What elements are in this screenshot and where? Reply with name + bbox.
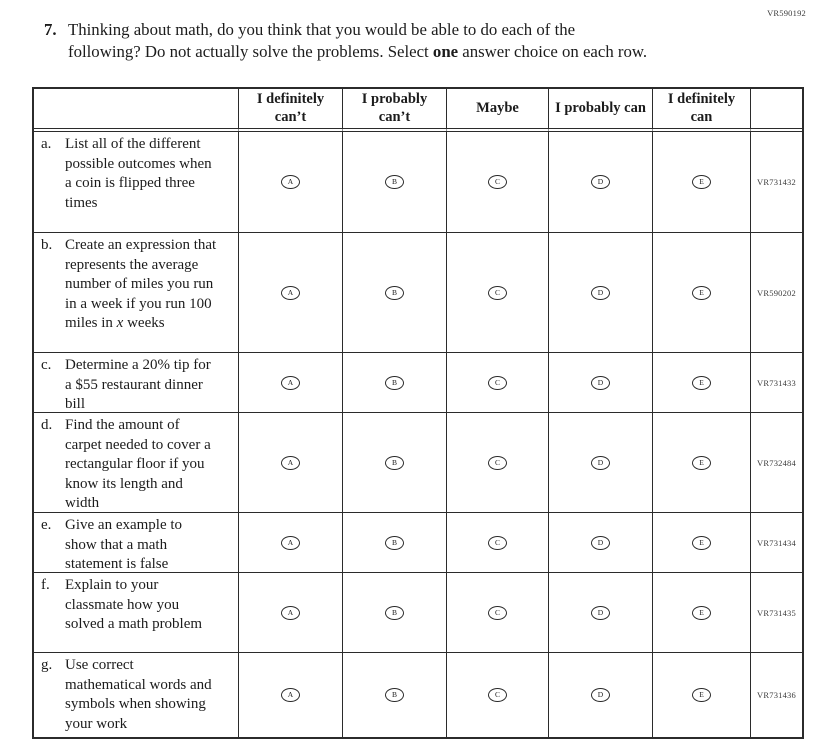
answer-bubble-g-c[interactable]: C [488, 688, 507, 702]
answer-cell [239, 513, 343, 573]
column-header [653, 89, 751, 132]
answer-bubble-d-c[interactable]: C [488, 456, 507, 470]
answer-bubble-d-d[interactable]: D [591, 456, 610, 470]
answer-bubble-d-b[interactable]: B [385, 456, 404, 470]
answer-cell [239, 233, 343, 353]
row-letter: e. [41, 517, 52, 533]
answer-cell [549, 233, 653, 353]
answer-bubble-d-a[interactable]: A [281, 456, 300, 470]
answer-bubble-c-a[interactable]: A [281, 376, 300, 390]
answer-cell [549, 413, 653, 513]
answer-cell [447, 413, 549, 513]
vr-code: VR731433 [751, 353, 802, 413]
answer-cell [549, 132, 653, 233]
answer-bubble-e-e[interactable]: E [692, 536, 711, 550]
answer-bubble-d-e[interactable]: E [692, 456, 711, 470]
row-stem [34, 353, 239, 413]
header-empty-stem [34, 89, 239, 132]
column-header-label: I definitely can’t [256, 91, 325, 125]
answer-bubble-e-d[interactable]: D [591, 536, 610, 550]
vr-code: VR590202 [751, 233, 802, 353]
row-stem [34, 573, 239, 653]
row-stem [34, 513, 239, 573]
answer-cell [447, 353, 549, 413]
question-number: 7. [44, 20, 57, 39]
answer-cell [343, 653, 447, 737]
answer-bubble-b-a[interactable]: A [281, 286, 300, 300]
column-header [343, 89, 447, 132]
row-text: Give an example to show that a math statement is false [65, 517, 183, 572]
column-header-label: I probably can [555, 99, 646, 116]
answer-cell [239, 132, 343, 233]
answer-cell [239, 573, 343, 653]
answer-bubble-g-d[interactable]: D [591, 688, 610, 702]
column-header-label: Maybe [476, 99, 519, 116]
answer-cell [343, 233, 447, 353]
row-letter: f. [41, 577, 50, 593]
vr-code: VR731434 [751, 513, 802, 573]
answer-cell [343, 132, 447, 233]
answer-bubble-g-a[interactable]: A [281, 688, 300, 702]
answer-bubble-g-e[interactable]: E [692, 688, 711, 702]
answer-bubble-g-b[interactable]: B [385, 688, 404, 702]
answer-cell [447, 233, 549, 353]
answer-bubble-b-b[interactable]: B [385, 286, 404, 300]
row-text: Find the amount of carpet needed to cover a rectangular floor if you know its length and width [65, 417, 211, 511]
answer-cell [549, 573, 653, 653]
answer-cell [343, 353, 447, 413]
answer-cell [653, 513, 751, 573]
vr-code: VR732484 [751, 413, 802, 513]
answer-bubble-c-b[interactable]: B [385, 376, 404, 390]
answer-cell [343, 413, 447, 513]
answer-cell [239, 653, 343, 737]
header-empty-code [751, 89, 802, 132]
answer-bubble-a-c[interactable]: C [488, 175, 507, 189]
answer-cell [549, 353, 653, 413]
answer-bubble-c-e[interactable]: E [692, 376, 711, 390]
answer-cell [447, 132, 549, 233]
row-stem [34, 233, 239, 353]
answer-bubble-e-c[interactable]: C [488, 536, 507, 550]
row-letter: c. [41, 357, 52, 373]
answer-cell [653, 353, 751, 413]
answer-cell [653, 132, 751, 233]
question-text [68, 19, 647, 62]
answer-bubble-f-c[interactable]: C [488, 606, 507, 620]
row-letter: b. [41, 237, 53, 253]
column-header-label: I probably can’t [361, 91, 428, 125]
answer-bubble-a-b[interactable]: B [385, 175, 404, 189]
answer-bubble-e-a[interactable]: A [281, 536, 300, 550]
column-header [447, 89, 549, 132]
answer-bubble-b-d[interactable]: D [591, 286, 610, 300]
answer-cell [447, 513, 549, 573]
answer-cell [447, 573, 549, 653]
response-grid [32, 87, 804, 739]
answer-cell [343, 573, 447, 653]
question-line: Thinking about math, do you think that you would be able to do each of the [68, 20, 576, 39]
answer-cell [653, 573, 751, 653]
answer-bubble-c-d[interactable]: D [591, 376, 610, 390]
answer-cell [549, 653, 653, 737]
answer-cell [239, 353, 343, 413]
answer-cell [549, 513, 653, 573]
question-block [44, 19, 647, 62]
column-header [549, 89, 653, 132]
answer-bubble-f-b[interactable]: B [385, 606, 404, 620]
answer-bubble-f-e[interactable]: E [692, 606, 711, 620]
answer-cell [653, 233, 751, 353]
column-header-label: I definitely can [667, 91, 736, 125]
answer-bubble-c-c[interactable]: C [488, 376, 507, 390]
row-text: Explain to your classmate how you solved a math problem [65, 577, 203, 632]
answer-cell [343, 513, 447, 573]
answer-bubble-b-c[interactable]: C [488, 286, 507, 300]
vr-code: VR731432 [751, 132, 802, 233]
row-text: Determine a 20% tip for a $55 restaurant dinner bill [65, 357, 211, 412]
page-code: VR590192 [767, 8, 806, 18]
row-stem [34, 653, 239, 737]
row-text: List all of the different possible outcomes when a coin is flipped three times [65, 136, 212, 211]
row-stem [34, 132, 239, 233]
vr-code: VR731436 [757, 690, 796, 700]
question-line: following? Do not actually solve the problems. Select one answer choice on each row. [68, 41, 648, 61]
answer-cell [239, 413, 343, 513]
answer-bubble-f-a[interactable]: A [281, 606, 300, 620]
row-letter: a. [41, 136, 52, 152]
row-stem [34, 413, 239, 513]
answer-bubble-e-b[interactable]: B [385, 536, 404, 550]
answer-bubble-a-e[interactable]: E [692, 175, 711, 189]
answer-cell [653, 653, 751, 737]
row-text: Create an expression that represents the average number of miles you run in a week if you run 100 miles in x weeks [65, 237, 217, 331]
row-letter: g. [41, 657, 53, 673]
row-letter: d. [41, 417, 53, 433]
answer-bubble-f-d[interactable]: D [591, 606, 610, 620]
answer-bubble-b-e[interactable]: E [692, 286, 711, 300]
answer-bubble-a-a[interactable]: A [281, 175, 300, 189]
column-header [239, 89, 343, 132]
answer-cell [447, 653, 549, 737]
vr-code: VR731435 [751, 573, 802, 653]
row-text: Use correct mathematical words and symbols when showing your work [65, 657, 212, 732]
answer-cell [653, 413, 751, 513]
answer-bubble-a-d[interactable]: D [591, 175, 610, 189]
